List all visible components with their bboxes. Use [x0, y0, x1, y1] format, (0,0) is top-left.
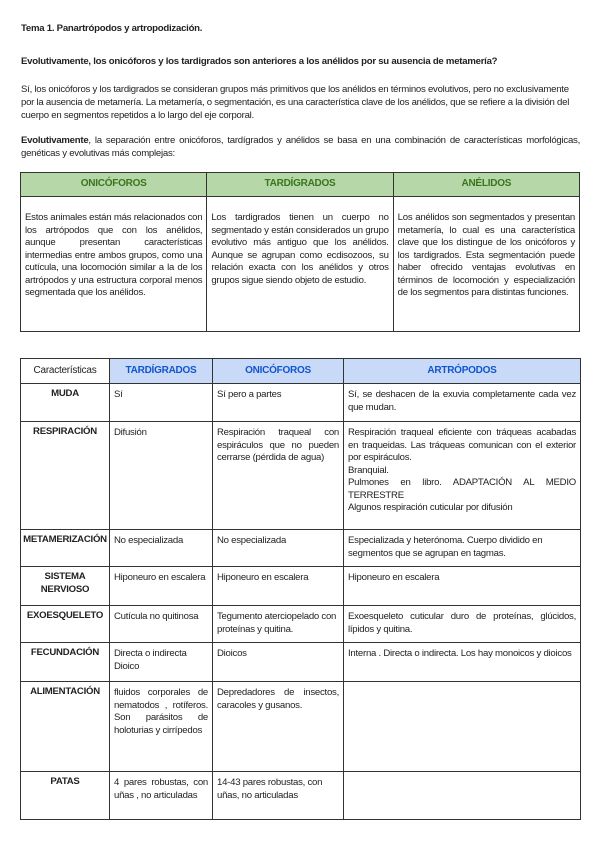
table-row [21, 197, 580, 332]
groups-comparison-table [20, 172, 580, 332]
row-label: EXOESQUELETO [21, 606, 110, 643]
cell: Cutícula no quitinosa [110, 606, 213, 643]
cell: Tegumento aterciopelado con proteínas y quitina. [213, 606, 344, 643]
table-header-row [21, 359, 581, 384]
cell: fluidos corporales de nematodos , rotíferos. Son parásitos de holoturias y cirrípedos [110, 682, 213, 772]
cell: Exoesqueleto cuticular duro de proteínas, glúcidos, lípidos y quitina. [344, 606, 581, 643]
cell: Especializada y heterónoma. Cuerpo dividido en segmentos que se agrupan en tagmas. [344, 530, 581, 567]
cell: Sí pero a partes [213, 384, 344, 422]
cell: 4 pares robustas, con uñas , no articuladas [110, 772, 213, 820]
row-label: SISTEMA NERVIOSO [21, 567, 110, 606]
cell: Hiponeuro en escalera [110, 567, 213, 606]
table-row [21, 384, 581, 422]
header-tardigrados: TARDÍGRADOS [207, 173, 393, 197]
cell-anelidos: Los anélidos son segmentados y presentan metamería, lo cual es una característica clave que los distingue de los onicóforos y los tardigrados. Esta segmentación puede haber ofrecido ventajas evolutivas en términos de locomoción y especialización de los segmentos para distintas funciones. [393, 197, 579, 332]
question-heading: Evolutivamente, los onicóforos y los tardigrados son anteriores a los anélidos por su ausencia de metamería? [21, 56, 498, 67]
header-artropodos: ARTRÓPODOS [344, 359, 581, 384]
row-label: FECUNDACIÓN [21, 643, 110, 682]
document-title: Tema 1. Panartrópodos y artropodización. [21, 23, 203, 34]
cell: Hiponeuro en escalera [344, 567, 581, 606]
cell: Depredadores de insectos, caracoles y gusanos. [213, 682, 344, 772]
cell: Difusión [110, 422, 213, 530]
cell-line: Branquial. [348, 464, 389, 476]
cell: No especializada [213, 530, 344, 567]
cell: Dioicos [213, 643, 344, 682]
table-row [21, 606, 581, 643]
cell: Directa o indirecta Dioico [110, 643, 213, 682]
row-label: PATAS [21, 772, 110, 820]
cell: 14-43 pares robustas, con uñas, no articuladas [213, 772, 344, 820]
intro-paragraph: Sí, los onicóforos y los tardigrados se consideran grupos más primitivos que los anélidos en términos evolutivos, pero no exclusivamente por la ausencia de metamería. La metamería, o segmentación, es una característica clave de los anélidos, que se refiere a la división del cuerpo en segmentos repetidos a lo largo del eje corporal. [21, 84, 570, 121]
cell: Sí [110, 384, 213, 422]
cell: Hiponeuro en escalera [213, 567, 344, 606]
cell [344, 422, 581, 530]
table-row [21, 567, 581, 606]
cell [344, 772, 581, 820]
paragraph-lead: Evolutivamente [21, 135, 89, 146]
table-header-row [21, 173, 580, 197]
characteristics-table [20, 358, 581, 820]
evolution-paragraph [21, 134, 580, 160]
cell [344, 682, 581, 772]
cell-onicoforos: Estos animales están más relacionados con los artrópodos que con los anélidos, aunque presentan características intermedias entre ambos grupos, como una cutícula, una locomoción similar a la de los artrópodos y una estructura corporal menos segmentada que los anélidos. [21, 197, 207, 332]
table-row [21, 643, 581, 682]
table-row [21, 772, 581, 820]
cell: Sí, se deshacen de la exuvia completamente cada vez que mudan. [344, 384, 581, 422]
row-label: MUDA [21, 384, 110, 422]
cell: No especializada [110, 530, 213, 567]
header-anelidos: ANÉLIDOS [393, 173, 579, 197]
paragraph-body: , la separación entre onicóforos, tardígrados y anélidos se basa en una combinación de características morfológicas, genéticas y evolutivas más complejas: [21, 135, 580, 159]
row-label: METAMERIZACIÓN [21, 530, 110, 567]
table-row [21, 422, 581, 530]
cell: Respiración traqueal con espiráculos que no pueden cerrarse (pérdida de agua) [213, 422, 344, 530]
cell-line: Pulmones en libro. ADAPTACIÓN AL MEDIO TERRESTRE [348, 477, 576, 501]
row-label: RESPIRACIÓN [21, 422, 110, 530]
cell-line: Respiración traqueal eficiente con tráqueas acabadas en traqueidas. Las tráqueas comunican con el exterior por espiráculos. [348, 427, 576, 463]
cell: Interna . Directa o indirecta. Los hay monoicos y dioicos [344, 643, 581, 682]
header-caracteristicas: Características [21, 359, 110, 384]
cell-tardigrados: Los tardigrados tienen un cuerpo no segmentado y están considerados un grupo evolutivo más antiguo que los anélidos. Aunque se agrupan como ecdisozoos, su relación exacta con los anélidos y otros grupos sigue siendo objeto de estudio. [207, 197, 393, 332]
table-row [21, 530, 581, 567]
cell-line: Algunos respiración cuticular por difusión [348, 502, 513, 513]
table-row [21, 682, 581, 772]
header-onicoforos: ONICÓFOROS [213, 359, 344, 384]
header-tardigrados: TARDÍGRADOS [110, 359, 213, 384]
row-label: ALIMENTACIÓN [21, 682, 110, 772]
header-onicoforos: ONICÓFOROS [21, 173, 207, 197]
